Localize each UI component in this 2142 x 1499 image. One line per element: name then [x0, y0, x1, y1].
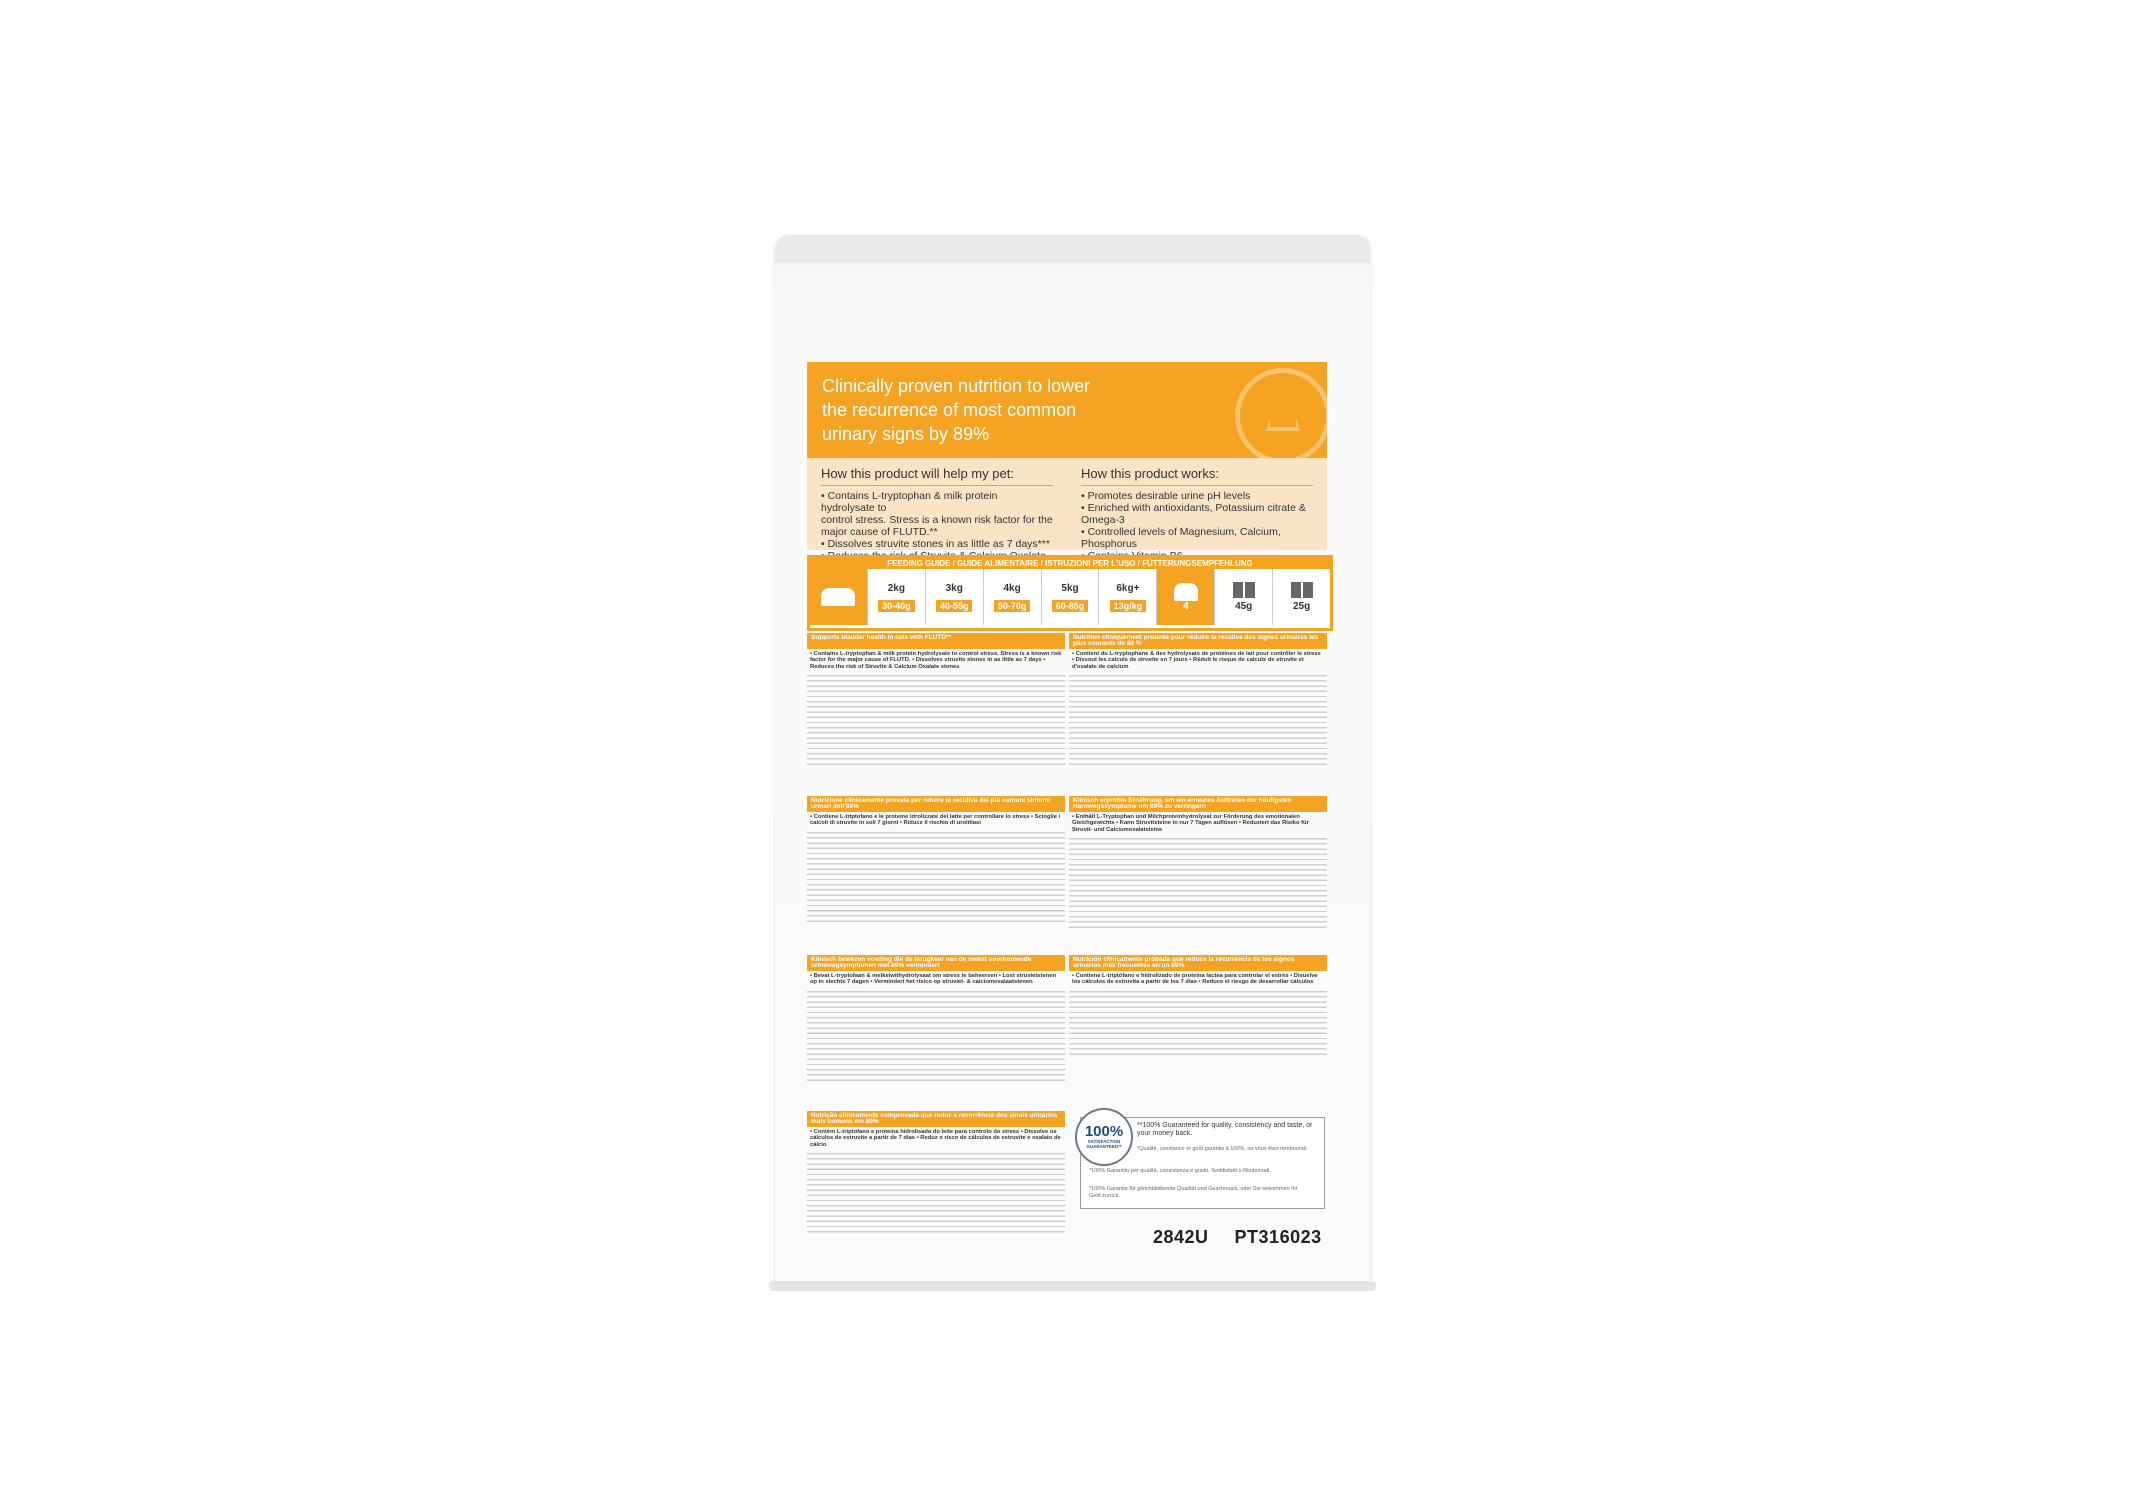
lang-block-bold: • Contém L-triptofano e proteína hidrolisada do leite para controlo do stress • Dissolve os cálculos de estruvite a partir de 7 dias • Reduz o risco de cálculos de estruvite e oxalato de cálcio [810, 1129, 1061, 1148]
bag-45g-label: 45g [1235, 601, 1253, 612]
feed-weight: 4kg [1003, 582, 1021, 594]
benefit-item: • Controlled levels of Magnesium, Calcium, Phosphorus [1081, 526, 1281, 550]
headline-line-3: urinary signs by 89% [822, 424, 990, 444]
lang-block-es [1069, 955, 1327, 1058]
headline-line-1: Clinically proven nutrition to lower [822, 376, 1091, 396]
lang-block-bold: • Contiene L-triptófano e hidrolizado de proteína láctea para controlar el estrés • Disuelve los cálculos de estruvita a partir de los 7 días • Reduce el riesgo de desarrollar cálculos [1072, 973, 1318, 986]
flask-icon [1235, 368, 1331, 464]
benefits-left-title: How this product will help my pet: [821, 466, 1053, 486]
lang-block-it [807, 796, 1065, 925]
bag-25g-label: 25g [1292, 601, 1311, 612]
product-code-1: 2842U [1153, 1227, 1209, 1247]
bag-25g-icon [1273, 569, 1330, 625]
lang-block-head: Klinisch erprobte Ernährung, um ein erneutes Auftreten der häufigsten Harnwegssymptome um 89% zu verringern [1069, 796, 1327, 812]
guarantee-box [1080, 1117, 1325, 1209]
lang-block-head: Nutrición clínicamente probada que reduce la recurrencia de los signos urinarios más frecuentes en un 89% [1069, 955, 1327, 971]
lang-block-bold: • Contiene L-triptofano e le proteine idrolizzate del latte per controllare lo stress • Scioglie i calcoli di struvite in soli 7 giorni • Riduce il rischio di urolitiasi [810, 814, 1061, 827]
feed-cell [1042, 569, 1100, 625]
headline-line-2: the recurrence of most common [822, 400, 1077, 420]
product-code-2: PT316023 [1234, 1227, 1322, 1247]
feed-cell [868, 569, 926, 625]
benefits-right-title: How this product works: [1081, 466, 1313, 486]
feeding-guide-row [810, 569, 1330, 625]
feed-weight: 6kg+ [1116, 582, 1140, 594]
bag-top-seal [775, 235, 1370, 263]
headline-banner [807, 362, 1327, 458]
seal-percent: 100% [1084, 1123, 1124, 1140]
feed-amount: 30-40g [878, 600, 915, 612]
benefits-left [807, 458, 1067, 550]
lang-block-head: Supports bladder health in cats with FLUTD** [807, 633, 1065, 649]
lang-block-bold: • Bevat L-tryptofaan & melkeiwithydrolysaat om stress te beheersen • Lost struvietstenen op in slechts 7 dagen • Vermindert het risico op struviet- & calciumoxalaatstenen [810, 973, 1056, 986]
lang-block-text [807, 829, 1065, 925]
lang-block-text [1069, 672, 1327, 768]
lang-block-en [807, 633, 1065, 768]
feed-amount: 40-55g [936, 600, 973, 612]
feed-cell [926, 569, 984, 625]
feed-amount: 60-85g [1052, 600, 1089, 612]
lang-block-head: Nutrizione clinicamente provata per ridurre la recidiva dei più comuni sintomi urinari dell'89% [807, 796, 1065, 812]
product-bag-back [775, 235, 1370, 1285]
feed-weight: 2kg [887, 582, 905, 594]
cat-weight-icon [810, 569, 868, 625]
lang-block-fr [1069, 633, 1327, 768]
lang-block-pt [807, 1111, 1065, 1236]
lang-block-text [1069, 988, 1327, 1058]
lang-block-nl [807, 955, 1065, 1084]
guarantee-fr: *Qualité, constance et goût garantis à 100%, ou vous êtes remboursé. [1137, 1146, 1308, 1152]
benefit-item: • Contains L-tryptophan & milk protein hydrolysate to [821, 490, 998, 514]
satisfaction-seal-icon [1075, 1108, 1133, 1166]
feed-amount: 13g/kg [1110, 600, 1147, 612]
bag-bottom-seal [769, 1281, 1376, 1291]
feed-cell [1099, 569, 1157, 625]
lang-block-bold: • Contains L-tryptophan & milk protein hydrolysate to control stress. Stress is a known risk factor for the major cause of FLUTD. • Dissolves struvite stones in as little as 7 days • Reduces the risk of Struvite & Calcium Oxalate stones [810, 651, 1062, 670]
lang-block-text [807, 1150, 1065, 1236]
lang-block-head: Nutrição clinicamente comprovada que reduz a recorrência dos sinais urinários mais comuns em 89% [807, 1111, 1065, 1127]
benefit-item: • Dissolves struvite stones in as little as 7 days*** [821, 538, 1050, 550]
guarantee-en: **100% Guaranteed for quality, consistency and taste, or your money back. [1137, 1122, 1313, 1137]
benefit-item: • Enriched with antioxidants, Potassium citrate & [1081, 502, 1306, 514]
benefit-item: major cause of FLUTD.** [821, 526, 938, 538]
lang-block-de [1069, 796, 1327, 931]
lang-block-text [1069, 835, 1327, 931]
lang-block-text [807, 672, 1065, 768]
seal-text: SATISFACTION GUARANTEED** [1086, 1139, 1122, 1149]
feed-weight: 5kg [1061, 582, 1079, 594]
benefit-item: Omega-3 [1081, 514, 1125, 526]
benefits-panel [807, 458, 1327, 550]
kitten-label: 4 [1183, 600, 1189, 612]
feed-weight: 3kg [945, 582, 963, 594]
bag-45g-icon [1215, 569, 1273, 625]
guarantee-it: *100% Garantito per qualità, consistenza e gusto. Soddisfatti o Rimborsati. [1089, 1168, 1271, 1174]
lang-block-bold: • Enthält L-Tryptophan und Milchproteinhydrolysat zur Förderung des emotionalen Gleichgewichts • Kann Struvitsteine in nur 7 Tagen auflösen • Reduziert das Risiko für Struvit- und Calciumoxalatsteine [1072, 814, 1309, 833]
feed-cell [984, 569, 1042, 625]
benefits-right [1067, 458, 1327, 550]
feeding-guide-title: FEEDING GUIDE / GUIDE ALIMENTAIRE / ISTRUZIONI PER L'USO / FÜTTERUNGSEMPFEHLUNG [810, 558, 1330, 569]
lang-block-bold: • Contient du L-tryptophane & des hydrolysats de protéines de lait pour contrôler le stress • Dissout les calculs de struvite en 7 jours • Réduit le risque de calculs de struvite et d'oxalate de calcium [1072, 651, 1321, 670]
lang-block-head: Nutrition cliniquement prouvée pour réduire la récidive des signes urinaires les plus courants de 89 % [1069, 633, 1327, 649]
lang-block-text [807, 988, 1065, 1084]
lang-block-head: Klinisch bewezen voeding die de terugkeer van de meest voorkomende urinewegsymptomen met 89% vermindert [807, 955, 1065, 971]
benefit-item: • Promotes desirable urine pH levels [1081, 490, 1251, 502]
cat-kitten-icon [1157, 569, 1215, 625]
feeding-guide [807, 555, 1333, 631]
feed-amount: 50-70g [994, 600, 1031, 612]
product-codes [1153, 1227, 1348, 1248]
guarantee-de: *100% Garantie für gleichbleibende Qualität und Geschmack, oder Sie bekommen Ihr Geld zurück. [1089, 1186, 1298, 1199]
benefit-item: control stress. Stress is a known risk factor for the [821, 514, 1053, 526]
